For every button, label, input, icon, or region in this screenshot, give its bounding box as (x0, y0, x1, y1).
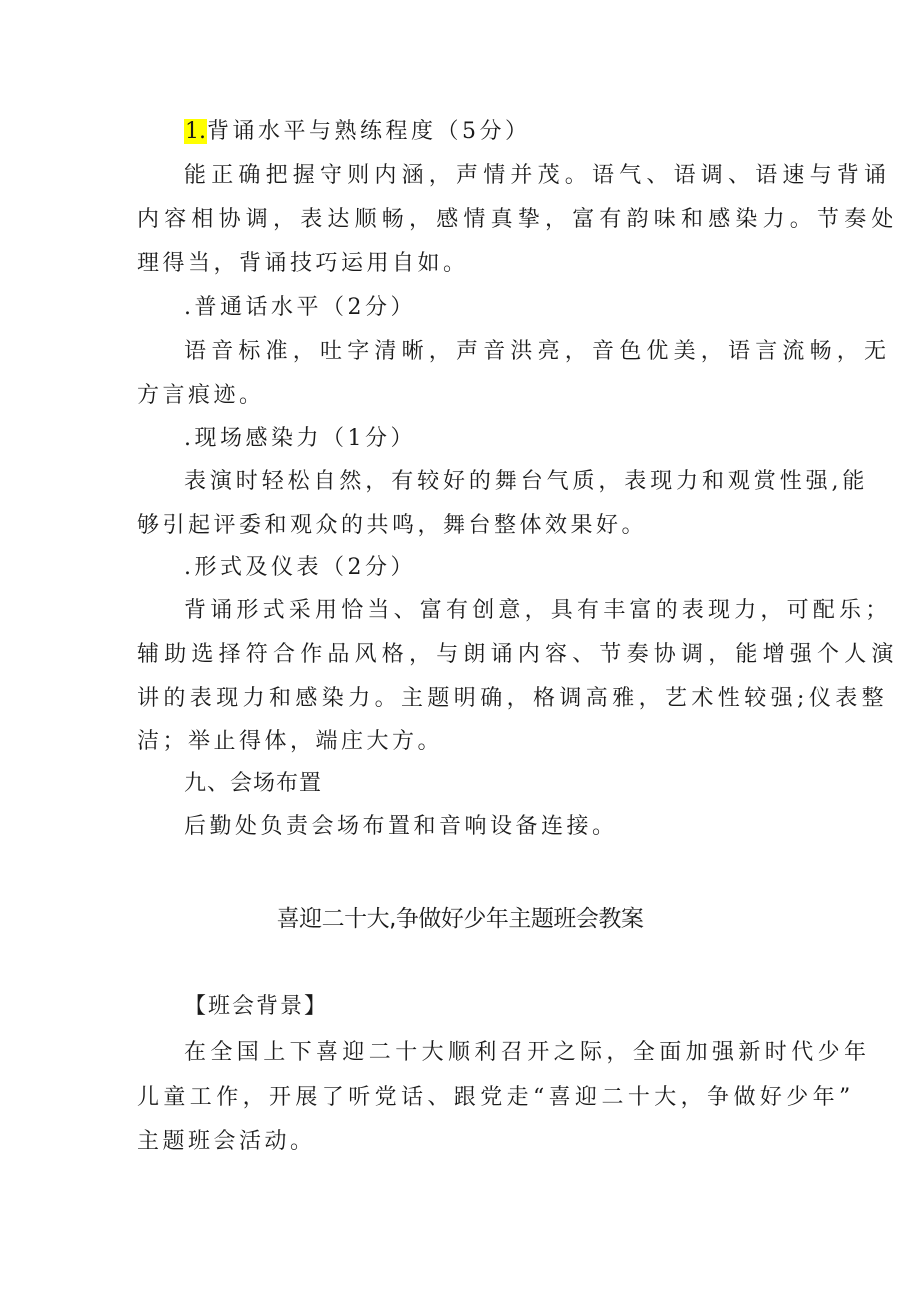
item1-body-line-1: 能正确把握守则内涵，声情并茂。语气、语调、语速与背诵 (184, 163, 892, 188)
item2-body-line-2: 方言痕迹。 (137, 383, 265, 408)
lesson-plan-title: 喜迎二十大,争做好少年主题班会教案 (276, 906, 644, 932)
item3-body-line-1: 表演时轻松自然，有较好的舞台气质，表现力和观赏性强,能 (184, 469, 869, 494)
item1-number-highlight: 1. (185, 119, 206, 144)
item4-body-line-3: 讲的表现力和感染力。主题明确，格调高雅，艺术性较强;仪表整 (137, 686, 889, 711)
item1-body-line-3: 理得当，背诵技巧运用自如。 (137, 251, 469, 276)
background-body-line-1: 在全国上下喜迎二十大顺利召开之际，全面加强新时代少年 (184, 1040, 871, 1065)
section-venue-heading: 九、会场布置 (184, 771, 323, 796)
section-venue-body: 后勤处负责会场布置和音响设备连接。 (184, 814, 618, 839)
background-heading: 【班会背景】 (184, 994, 329, 1019)
item3-body-line-2: 够引起评委和观众的共鸣，舞台整体效果好。 (137, 513, 648, 538)
item2-heading: .普通话水平（2分） (184, 295, 416, 320)
item3-heading: .现场感染力（1分） (184, 426, 416, 451)
item4-body-line-4: 洁；举止得体，端庄大方。 (137, 729, 444, 754)
item1-body-line-2: 内容相协调，表达顺畅，感情真挚，富有韵味和感染力。节奏处 (137, 207, 899, 232)
item4-body-line-2: 辅助选择符合作品风格，与朗诵内容、节奏协调，能增强个人演 (137, 642, 899, 667)
item4-body-line-1: 背诵形式采用恰当、富有创意，具有丰富的表现力，可配乐； (184, 598, 892, 623)
item4-heading: .形式及仪表（2分） (184, 555, 416, 580)
background-body-line-3: 主题班会活动。 (137, 1129, 316, 1154)
item1-title: 背诵水平与熟练程度（5分） (207, 119, 531, 144)
item2-body-line-1: 语音标准，吐字清晰，声音洪亮，音色优美，语言流畅，无 (184, 339, 892, 364)
item1-heading (184, 117, 531, 147)
background-body-line-2: 儿童工作，开展了听党话、跟党走“喜迎二十大，争做好少年” (137, 1085, 855, 1110)
